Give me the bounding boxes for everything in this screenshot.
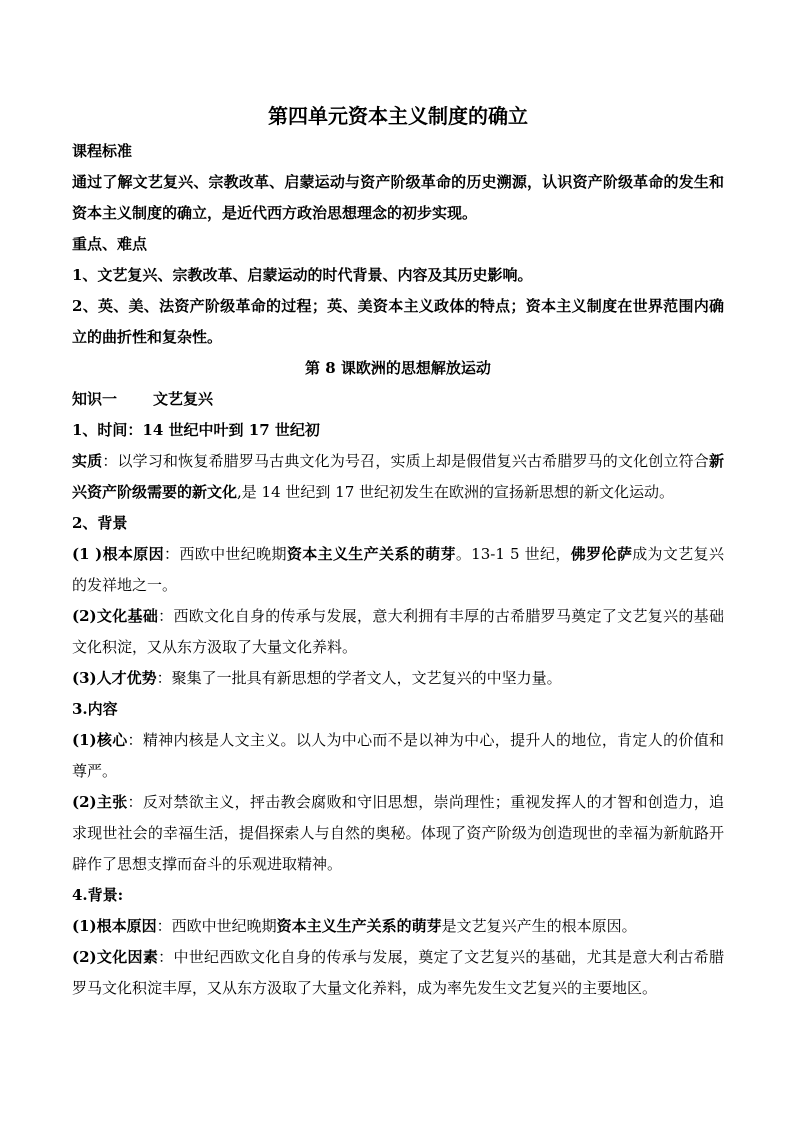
background-item-2 — [72, 601, 724, 663]
content-item-2-text: ：反对禁欲主义，抨击教会腐败和守旧思想，崇尚理性；重视发挥人的才智和创造力，追求现世社会的幸福生活，提倡探索人与自然的奥秘。体现了资产阶级为创造现世的幸福为新航路开辟作了思想支撑而奋斗的乐观进取精神。 — [72, 793, 724, 873]
background-item-3-label: (3)人才优势 — [72, 669, 157, 687]
standard-heading: 课程标准 — [72, 142, 133, 160]
background2-item-2-text: ：中世纪西欧文化自身的传承与发展，奠定了文艺复兴的基础，尤其是意大利古希腊罗马文化积淀丰厚，又从东方汲取了大量文化养料，成为率先发生文艺复兴的主要地区。 — [72, 948, 724, 997]
standard-text: 通过了解文艺复兴、宗教改革、启蒙运动与资产阶级革命的历史溯源，认识资产阶级革命的发生和资本主义制度的确立，是近代西方政治思想理念的初步实现。 — [72, 173, 724, 222]
content-item-2-label: (2)主张 — [72, 793, 128, 811]
knowledge-heading — [72, 384, 724, 415]
background-item-1-text-a: ：西欧中世纪晚期 — [164, 545, 287, 563]
knowledge-label: 知识一 — [72, 390, 118, 408]
essence-label: 实质 — [72, 452, 103, 470]
content-item-1-label: (1)核心 — [72, 731, 128, 749]
background2-item-2-label: (2)文化因素 — [72, 948, 159, 966]
page-title: 第四单元资本主义制度的确立 — [268, 104, 528, 128]
background2-item-1-text-b: 是文艺复兴产生的根本原因。 — [441, 917, 637, 935]
background2-item-1-label: (1)根本原因 — [72, 917, 157, 935]
content-heading: 3.内容 — [72, 700, 118, 718]
essence-bold: 新兴资产阶级需要的新文化 — [72, 452, 724, 501]
content-item-1 — [72, 725, 724, 787]
background-item-3-text: ：聚集了一批具有新思想的学者文人，文艺复兴的中坚力量。 — [156, 669, 562, 687]
background2-item-1-text-a: ：西欧中世纪晚期 — [156, 917, 277, 935]
essence-paragraph — [72, 446, 724, 508]
key-point-1: 1、文艺复兴、宗教改革、启蒙运动的时代背景、内容及其历史影响。 — [72, 266, 533, 284]
background2-heading: 4.背景: — [72, 886, 124, 904]
essence-text-b: ,是 14 世纪到 17 世纪初发生在欧洲的宣扬新思想的新文化运动。 — [237, 483, 675, 501]
background-item-1-text-b: 。13-1 5 世纪， — [455, 545, 571, 563]
background-item-2-text: ：西欧文化自身的传承与发展，意大利拥有丰厚的古希腊罗马奠定了文艺复兴的基础文化积淀，又从东方汲取了大量文化养料。 — [72, 607, 724, 656]
background2-item-2 — [72, 942, 724, 1004]
background2-item-1 — [72, 911, 724, 942]
content-item-1-text: ：精神内核是人文主义。以人为中心而不是以神为中心，提升人的地位，肯定人的价值和尊严。 — [72, 731, 724, 780]
background-item-1-label: (1 )根本原因 — [72, 545, 164, 563]
document-content — [72, 96, 724, 1004]
background-item-1-text-c: 成为文艺复兴的发祥地之一。 — [72, 545, 724, 594]
key-point-2: 2、英、美、法资产阶级革命的过程；英、美资本主义政体的特点；资本主义制度在世界范围内确立的曲折性和复杂性。 — [72, 297, 724, 346]
background-item-1-bold-a: 资本主义生产关系的萌芽 — [286, 545, 456, 563]
background-item-1 — [72, 539, 724, 601]
background2-item-1-bold: 资本主义生产关系的萌芽 — [276, 917, 442, 935]
background-heading: 2、背景 — [72, 514, 128, 532]
time-line: 1、时间：14 世纪中叶到 17 世纪初 — [72, 421, 320, 439]
lesson-title: 第 8 课欧洲的思想解放运动 — [305, 359, 491, 377]
background-item-1-bold-b: 佛罗伦萨 — [570, 545, 633, 563]
key-points-heading: 重点、难点 — [72, 235, 148, 253]
content-item-2 — [72, 787, 724, 880]
essence-text-a: ：以学习和恢复希腊罗马古典文化为号召，实质上却是假借复兴古希腊罗马的文化创立符合 — [102, 452, 709, 470]
background-item-2-label: (2)文化基础 — [72, 607, 159, 625]
knowledge-topic: 文艺复兴 — [153, 390, 214, 408]
background-item-3 — [72, 663, 724, 694]
